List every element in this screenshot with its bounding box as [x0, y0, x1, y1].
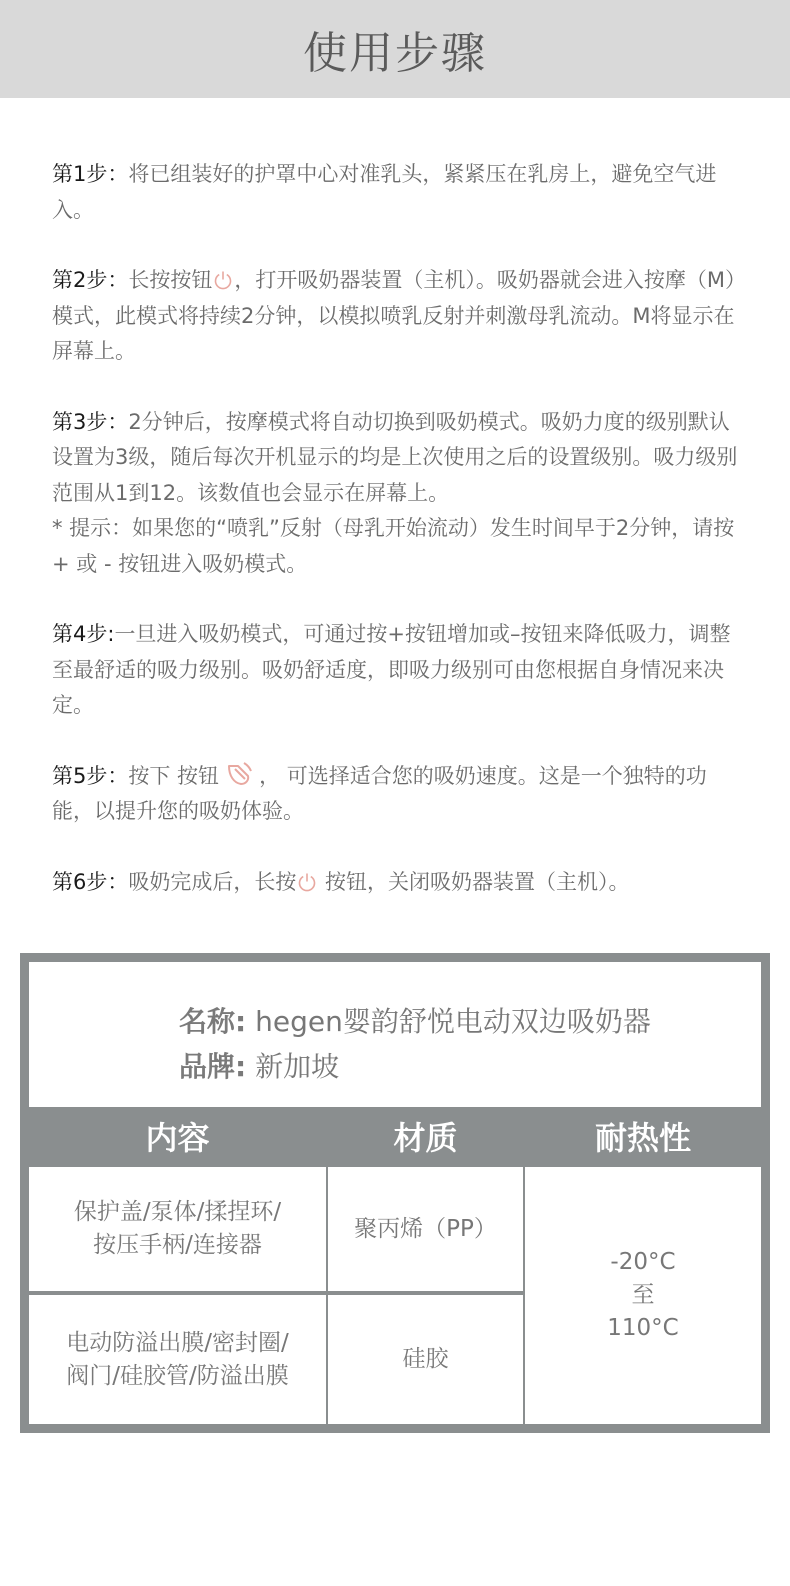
page-header [0, 0, 790, 98]
table-cell-content [29, 1295, 326, 1424]
step-1 [52, 157, 742, 228]
step-note: * 提示：如果您的“喷乳”反射（母乳开始流动）发生时间早于2分钟，请按 + 或 - 按钮进入吸奶模式。 [52, 516, 735, 576]
step-text: ，打开吸奶器装置（主机）。吸奶器就会进入按摩（M）模式，此模式将持续2分钟，以模拟喷乳反射并刺激母乳流动。M将显示在屏幕上。 [52, 268, 736, 363]
table-cell-material: 硅胶 [328, 1295, 523, 1424]
step-4 [52, 617, 742, 724]
step-text: 一旦进入吸奶模式，可通过按+按钮增加或–按钮来降低吸力，调整至最舒适的吸力级别。吸奶舒适度，即吸力级别可由您根据自身情况来决定。 [52, 622, 731, 717]
step-3 [52, 405, 742, 583]
table-cell-material: 聚丙烯（PP） [328, 1167, 523, 1291]
step-label: 第2步： [52, 268, 129, 292]
heat-line: -20°C [610, 1249, 676, 1275]
content-line: 按压手柄/连接器 [93, 1232, 262, 1258]
step-text: ， 可选择适合您的吸奶速度。这是一个独特的功能，以提升您的吸奶体验。 [52, 763, 707, 823]
power-icon [297, 872, 317, 892]
step-label: 第4步: [52, 622, 115, 646]
table-cell-content [29, 1167, 326, 1291]
step-label: 第6步： [52, 869, 129, 894]
spec-table [20, 953, 770, 1433]
header-material: 材质 [328, 1107, 523, 1165]
step-text: 吸奶完成后，长按 [128, 869, 297, 894]
header-content: 内容 [29, 1107, 326, 1165]
heat-line: 110°C [607, 1315, 679, 1341]
step-text: 2分钟后，按摩模式将自动切换到吸奶模式。吸奶力度的级别默认设置为3级，随后每次开机显示的均是上次使用之后的设置级别。吸力级别范围从1到12。该数值也会显示在屏幕上。 [52, 409, 738, 505]
page-title: 使用步骤 [303, 28, 487, 79]
table-cell-heat [525, 1167, 761, 1424]
step-2 [52, 263, 742, 370]
step-text: 将已组装好的护罩中心对准乳头，紧紧压在乳房上，避免空气进入。 [52, 162, 717, 222]
speed-icon [225, 760, 253, 788]
product-brand-row [179, 1045, 339, 1085]
heat-line: 至 [631, 1282, 655, 1308]
step-label: 第1步： [52, 162, 129, 186]
content-line: 电动防溢出膜/密封圈/ [66, 1329, 289, 1356]
content-line: 保护盖/泵体/揉捏环/ [73, 1199, 282, 1225]
step-6 [52, 865, 742, 901]
step-text: 按下 按钮 [128, 763, 220, 788]
product-name-row [179, 1000, 651, 1040]
step-text: 按钮，关闭吸奶器装置（主机）。 [318, 869, 630, 894]
step-label: 第3步： [52, 409, 129, 434]
step-text: 长按按钮 [128, 268, 213, 292]
product-info [29, 962, 761, 1107]
product-name-value: hegen婴韵舒悦电动双边吸奶器 [255, 1005, 651, 1038]
product-brand-key: 品牌: [179, 1050, 247, 1083]
step-label: 第5步： [52, 763, 129, 788]
product-brand-value: 新加坡 [255, 1050, 340, 1083]
content-line: 阀门/硅胶管/防溢出膜 [66, 1362, 289, 1389]
header-heat: 耐热性 [525, 1107, 761, 1165]
step-5 [52, 759, 742, 830]
product-name-key: 名称: [179, 1005, 247, 1038]
steps-list [52, 157, 742, 935]
power-icon [213, 270, 233, 290]
